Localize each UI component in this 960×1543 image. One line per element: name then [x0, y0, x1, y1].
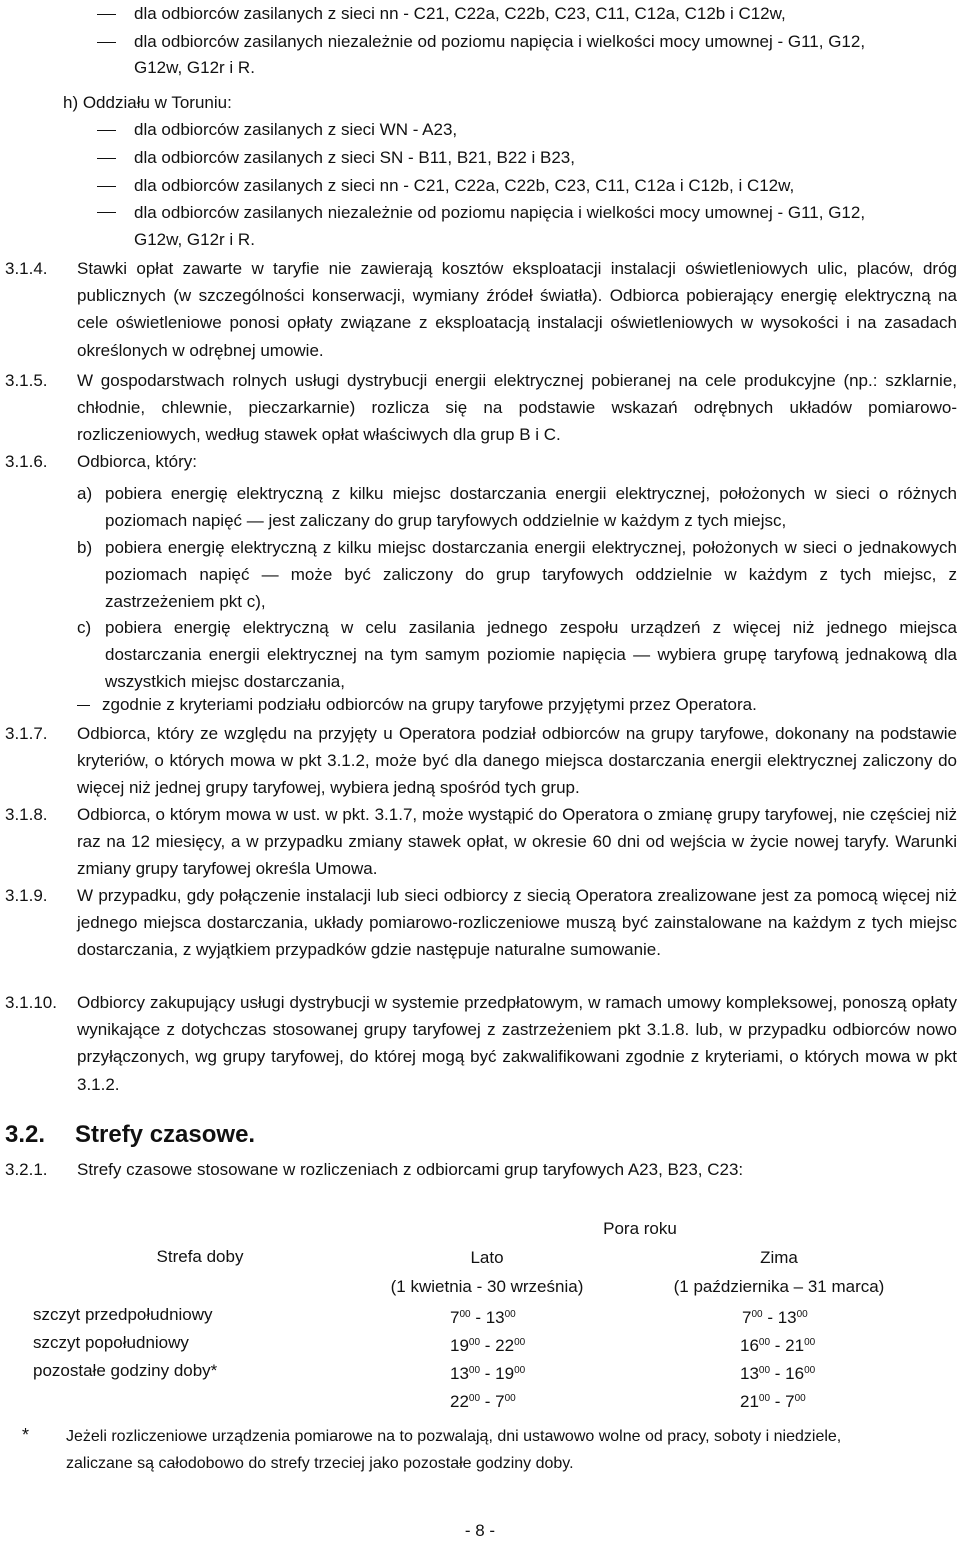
- list-item: dla odbiorców zasilanych z sieci SN - B11, B21, B22 i B23,: [134, 148, 575, 167]
- table-cell-winter: $16^{00} - 21^{00}$: [740, 1336, 816, 1355]
- list-dash: [97, 186, 116, 187]
- list-item: dla odbiorców zasilanych z sieci nn - C21, C22a, C22b, C23, C11, C12a, C12b i C12w,: [134, 4, 786, 23]
- list-item-continuation: G12w, G12r i R.: [134, 58, 255, 77]
- paragraph: Odbiorca, który:: [77, 452, 197, 471]
- list-label: b): [77, 538, 93, 557]
- paragraph: Odbiorca, który ze względu na przyjęty u Operatora podział odbiorców na grupy taryfowe, dokonany na podstawie kryteriów, o których mowa w pkt 3.1.2, może być dla danego miejsca dostarczania energii elektrycznej zaliczony do więcej niż jednej grupy taryfowej, wybiera jedną spośród tych grup.: [77, 724, 957, 798]
- footnote-marker: *: [22, 1425, 30, 1445]
- table-header-summer-range: (1 kwietnia - 30 września): [390, 1277, 584, 1296]
- list-item: pobiera energię elektryczną w celu zasilania jednego zespołu urządzeń z więcej niż jednego miejsca dostarczania energii elektrycznej na tym samym poziomie napięcia — wybiera grupę taryfową jednakową dla wszystkich miejsc dostarczania,: [105, 618, 957, 692]
- paragraph: Odbiorca, o którym mowa w ust. w pkt. 3.1.7, może wystąpić do Operatora o zmianę grupy taryfowej, nie częściej niż raz na 12 miesięcy, a w przypadku zmiany stawek opłat, w okresie 60 dni od wejścia w życie nowej taryfy. Warunki zmiany grupy taryfowej określa Umowa.: [77, 805, 957, 879]
- paragraph: Odbiorcy zakupujący usługi dystrybucji w systemie przedpłatowym, w ramach umowy kompleksowej, ponoszą opłaty wynikające z dotychczas stosowanej grupy taryfowej z zastrzeżeniem pkt 3.1.8. lub, w przypadku odbiorców nowo przyłączonych, wg grupy taryfowej, do której mogą być zakwalifikowani zgodnie z kryteriami, o których mowa w pkt 3.1.2.: [77, 993, 957, 1094]
- list-item-continuation: G12w, G12r i R.: [134, 230, 255, 249]
- table-cell-winter: $7^{00} - 13^{00}$: [742, 1308, 808, 1327]
- paragraph: zgodnie z kryteriami podziału odbiorców na grupy taryfowe przyjętymi przez Operatora.: [102, 695, 757, 714]
- table-row-label: szczyt przedpołudniowy: [33, 1305, 213, 1324]
- list-item: dla odbiorców zasilanych niezależnie od poziomu napięcia i wielkości mocy umownej - G11, G12,: [134, 32, 866, 51]
- section-heading: Strefy czasowe.: [75, 1121, 256, 1148]
- section-heading-number: 3.2.: [5, 1121, 46, 1148]
- list-dash: [77, 705, 90, 706]
- footnote-text: Jeżeli rozliczeniowe urządzenia pomiarowe na to pozwalają, dni ustawowo wolne od pracy, soboty i niedziele, zaliczane są całodobowo do strefy trzeciej jako pozostałe godziny doby.: [66, 1428, 842, 1473]
- paragraph: Stawki opłat zawarte w taryfie nie zawierają kosztów eksploatacji instalacji oświetleniowych ulic, placów, dróg publicznych (w szczególności konserwacji, wymiany źródeł światła). Odbiorca pobierający energię elektryczną na cele oświetleniowe ponosi opłaty związane z eksploatacją instalacji oświetleniowych w wysokości i na zasadach określonych w odrębnej umowie.: [77, 259, 957, 360]
- table-cell-winter: $13^{00} - 16^{00}$: [740, 1364, 816, 1383]
- section-number: 3.1.8.: [5, 805, 48, 824]
- table-cell-winter: $21^{00} - 7^{00}$: [740, 1392, 806, 1411]
- page-number: - 8 -: [464, 1521, 496, 1540]
- section-number: 3.1.4.: [5, 259, 48, 278]
- list-item: dla odbiorców zasilanych z sieci WN - A23,: [134, 120, 458, 139]
- list-item: pobiera energię elektryczną z kilku miejsc dostarczania energii elektrycznej, położonych w sieci o różnych poziomach napięć — jest zaliczany do grup taryfowych oddzielnie w każdym z tych miejsc,: [105, 484, 957, 531]
- table-header-winter: Zima: [760, 1248, 798, 1267]
- table-header-winter-range: (1 października – 31 marca): [673, 1277, 885, 1296]
- table-cell-summer: $13^{00} - 19^{00}$: [450, 1364, 526, 1383]
- list-heading: h) Oddziału w Toruniu:: [63, 93, 232, 112]
- list-dash: [97, 42, 116, 43]
- paragraph: Strefy czasowe stosowane w rozliczeniach z odbiorcami grup taryfowych A23, B23, C23:: [77, 1160, 744, 1179]
- paragraph: W przypadku, gdy połączenie instalacji lub sieci odbiorcy z siecią Operatora zrealizowane jest za pomocą więcej niż jednego miejsca dostarczania, układy pomiarowo-rozliczeniowe muszą być zainstalowane na każdym z tych miejsc dostarczania, z wyjątkiem przypadków gdzie następuje naturalne sumowanie.: [77, 886, 957, 960]
- paragraph: W gospodarstwach rolnych usługi dystrybucji energii elektrycznej pobieranej na cele produkcyjne (np.: szklarnie, chłodnie, chlewnie, pieczarkarnie) rozlicza się na podstawie wskazań odrębnych układów pomiarowo-rozliczeniowych, według stawek opłat właściwych dla grup B i C.: [77, 371, 957, 445]
- list-dash: [97, 212, 116, 213]
- table-header-season: Pora roku: [603, 1219, 677, 1238]
- table-cell-summer: $22^{00} - 7^{00}$: [450, 1392, 516, 1411]
- list-item: dla odbiorców zasilanych niezależnie od poziomu napięcia i wielkości mocy umownej - G11, G12,: [134, 203, 866, 222]
- table-row-label: pozostałe godziny doby*: [33, 1361, 218, 1380]
- section-number: 3.1.9.: [5, 886, 48, 905]
- list-dash: [97, 130, 116, 131]
- list-label: c): [77, 618, 92, 637]
- table-header-zone: Strefa doby: [156, 1247, 244, 1266]
- table-cell-summer: $19^{00} - 22^{00}$: [450, 1336, 526, 1355]
- section-number: 3.1.7.: [5, 724, 48, 743]
- section-number: 3.1.5.: [5, 371, 48, 390]
- table-row-label: szczyt popołudniowy: [33, 1333, 189, 1352]
- section-number: 3.1.10.: [5, 993, 57, 1012]
- table-header-summer: Lato: [470, 1248, 504, 1267]
- list-item: dla odbiorców zasilanych z sieci nn - C21, C22a, C22b, C23, C11, C12a i C12b, i C12w,: [134, 176, 795, 195]
- table-cell-summer: $7^{00} - 13^{00}$: [450, 1308, 516, 1327]
- list-label: a): [77, 484, 93, 503]
- list-dash: [97, 14, 116, 15]
- list-dash: [97, 158, 116, 159]
- list-item: pobiera energię elektryczną z kilku miejsc dostarczania energii elektrycznej, położonych w sieci o jednakowych poziomach napięć — może być zaliczony do grup taryfowych oddzielnie w każdym z tych miejsc, z zastrzeżeniem pkt c),: [105, 538, 957, 612]
- section-number: 3.2.1.: [5, 1160, 48, 1179]
- section-number: 3.1.6.: [5, 452, 48, 471]
